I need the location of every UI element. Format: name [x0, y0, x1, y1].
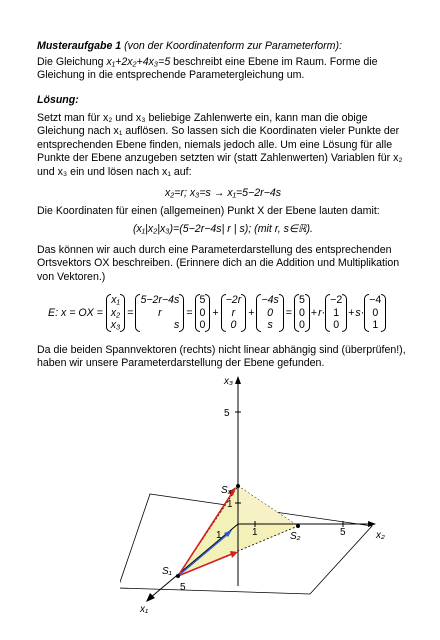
point-S2: [296, 524, 300, 528]
label-x3: x₃: [224, 376, 233, 387]
vector-s-term: −4s 0 s: [256, 294, 283, 332]
vector-support: 5 0 0: [294, 294, 310, 332]
equation-point-coordinates: (x₁|x₂|x₃)=(5−2r−4s| r | s); (mit r, s∈ℝ).: [132, 223, 313, 235]
task-heading: [37, 40, 409, 53]
tick-label-x2-1: 1: [252, 527, 258, 538]
trace-triangle-inner: [238, 486, 298, 526]
point-S1: [176, 574, 180, 578]
task-equation: x₁+2x₂+4x₃=5: [106, 56, 171, 68]
vector-r-term: −2r r 0: [221, 294, 247, 332]
solution-label: Lösung:: [37, 94, 79, 106]
point-S3: [236, 484, 240, 488]
tick-label-x3-1: 1: [227, 499, 233, 510]
axis-x3-arrow: [235, 376, 241, 384]
solution-paragraph-1: Setzt man für x₂ und x₃ beliebige Zahlenwerte ein, kann man die obige Gleichung nach x₁ auflösen. So lassen sich die Koordinaten vieler Punkte der entsprechenden Ebene finden, niemals jedoch alle. Um eine Lösung für alle Punkte der Ebene anzugeben setzten wir (statt Zahlenwerten) Variablen für x₂ und x₃ ein und lösen nach x₁ auf:: [37, 112, 403, 178]
plane-figure: [120, 376, 400, 616]
task-text: [37, 56, 409, 83]
label-x2: x₂: [376, 530, 385, 541]
tick-label-x2-5: 5: [340, 527, 346, 538]
vector-constant: 5 0 0: [195, 294, 211, 332]
solution-paragraph-4: Da die beiden Spannvektoren (rechts) nicht linear abhängig sind (überprüfen!), haben wir unsere Parameterdarstellung der Ebene gefunden.: [37, 344, 406, 370]
label-S2: S₂: [290, 531, 301, 542]
tick-label-x3-5: 5: [224, 408, 230, 419]
task-pre: Die Gleichung: [37, 56, 107, 68]
r-label: r·: [318, 307, 326, 319]
parameter-equation: E: x = OX = x₁ x₂ x₃ = 5−2r−4s r s = 5 0 0 + −2r r 0 + −4s 0 s = 5 0 0 + r· −2 1 0 + s· −4 0 1: [48, 290, 386, 336]
axis-x1: [150, 524, 238, 598]
s-label: s·: [355, 307, 365, 319]
label-S3: S₃: [221, 485, 232, 496]
span-vector-2-arrow: [230, 551, 238, 558]
tick-label-x1-5: 5: [180, 582, 186, 593]
equation-substitution: x₂=r; x₃=s → x₁=5−2r−4s: [164, 187, 282, 199]
vector-x: x₁ x₂ x₃: [106, 294, 126, 332]
equation-lhs: E: x = OX =: [48, 307, 103, 319]
label-S1: S₁: [162, 566, 172, 577]
tick-label-x1-1: 1: [216, 530, 222, 541]
solution-paragraph-2: Die Koordinaten für einen (allgemeinen) Punkt X der Ebene lauten damit:: [37, 205, 380, 217]
vector-parametric: 5−2r−4s r s: [135, 294, 184, 332]
label-x1: x₁: [140, 604, 149, 615]
task-subtitle: (von der Koordinatenform zur Parameterform):: [121, 40, 342, 52]
solution-paragraph-3: Das können wir auch durch eine Parameterdarstellung des entsprechenden Ortsvektors OX beschreiben. (Erinnere dich an die Addition und Multiplikation von Vektoren.): [37, 244, 400, 283]
vector-span-2: −4 0 1: [364, 294, 386, 332]
task-post: beschreibt eine Ebene im Raum. Forme die Gleichung in die entsprechende Parametergleichung um.: [37, 56, 378, 82]
vector-span-1: −2 1 0: [325, 294, 347, 332]
task-title: Musteraufgabe 1: [37, 40, 122, 52]
